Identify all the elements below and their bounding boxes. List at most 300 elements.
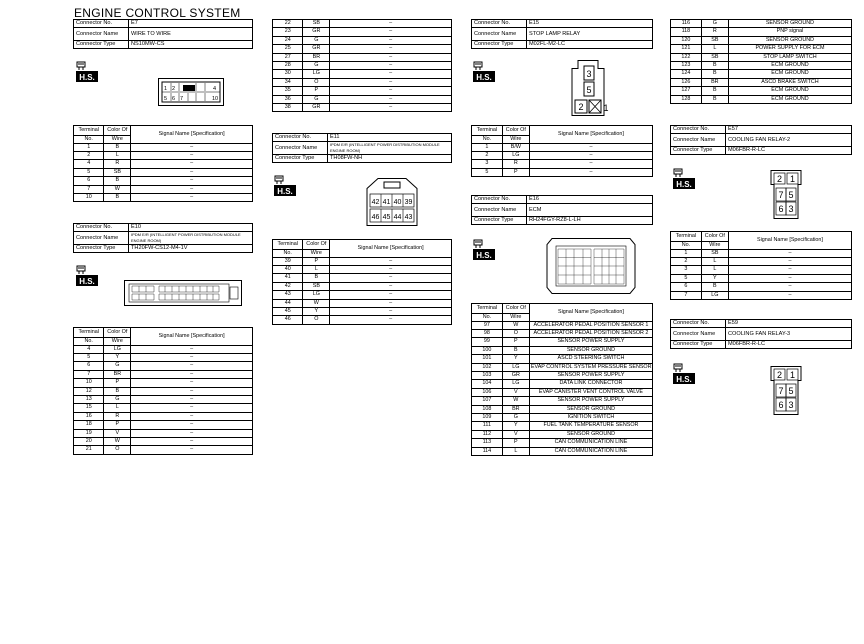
terminal-no: 45 <box>273 307 303 315</box>
wire-color: L <box>104 404 131 412</box>
table-row <box>74 143 253 151</box>
terminal-no: 114 <box>472 447 503 455</box>
terminal-header: Terminal <box>273 240 303 250</box>
terminal-no: 1 <box>74 143 104 151</box>
wire-color: L <box>701 45 728 53</box>
terminal-table-e10-continued <box>272 19 452 112</box>
table-row <box>671 53 852 61</box>
harness-side-icon <box>74 262 100 288</box>
svg-text:1: 1 <box>789 370 796 380</box>
harness-side-icon <box>471 236 497 262</box>
signal-name: – <box>330 282 452 290</box>
table-row <box>74 429 253 437</box>
table-row <box>273 257 452 265</box>
table-row <box>74 412 253 420</box>
signal-name: – <box>728 283 851 291</box>
signal-name: – <box>728 266 851 274</box>
terminal-no: 128 <box>671 95 702 103</box>
wire-color: BR <box>701 78 728 86</box>
wire-color: B <box>701 62 728 70</box>
signal-name: – <box>131 143 253 151</box>
wire-color: O <box>104 446 131 454</box>
terminal-no: 99 <box>472 338 503 346</box>
terminal-no: 116 <box>671 20 702 28</box>
table-row <box>472 329 653 337</box>
table-row <box>472 430 653 438</box>
terminal-no: 118 <box>671 28 702 36</box>
signal-header: Signal Name [Specification] <box>131 126 253 144</box>
wire-color: B <box>303 274 330 282</box>
wire-color: L <box>701 266 728 274</box>
table-row <box>472 143 653 151</box>
signal-name: CAN COMMUNICATION LINE <box>529 447 652 455</box>
signal-name: – <box>529 143 652 151</box>
signal-name: – <box>529 168 652 176</box>
wire-color: P <box>502 439 529 447</box>
table-row <box>74 446 253 454</box>
wire-color: G <box>502 413 529 421</box>
signal-name: EVAP CONTROL SYSTEM PRESSURE SENSOR <box>530 363 652 370</box>
connector-no: E11 <box>328 134 452 142</box>
table-row <box>74 185 253 193</box>
terminal-header: Terminal <box>671 232 702 242</box>
table-row <box>472 380 653 388</box>
signal-name: ECM GROUND <box>728 70 851 78</box>
wire-color: BR <box>502 405 529 413</box>
terminal-table-e10: Terminal Color Of Signal Name [Specification] No. Wire 4 LG – 5 Y – 6 G – 7 BR – 10 P – 12 B – 13 G – 15 L – 16 R – 18 P – 19 V – 20 W – 21 O – <box>73 327 253 455</box>
signal-name: – <box>131 387 253 395</box>
terminal-header: Terminal <box>74 328 104 338</box>
wire-color: B <box>104 193 131 201</box>
connector-type: RH24FGY-RZ8-L-LH <box>527 217 653 225</box>
wire-color: B <box>701 283 728 291</box>
signal-name: – <box>330 274 452 282</box>
signal-name: – <box>131 160 253 168</box>
wire-color: V <box>502 388 529 396</box>
svg-text:3: 3 <box>788 204 794 214</box>
terminal-no: 120 <box>671 36 702 44</box>
wire-color: P <box>502 168 529 176</box>
wire-color: GR <box>303 45 330 53</box>
terminal-no: 25 <box>273 45 303 53</box>
table-row <box>472 405 653 413</box>
terminal-no: 2 <box>472 151 503 159</box>
page-title: ENGINE CONTROL SYSTEM <box>74 6 241 20</box>
terminal-no: 12 <box>74 387 104 395</box>
svg-text:1: 1 <box>164 86 168 92</box>
connector-e7-face <box>158 78 224 106</box>
terminal-no: 20 <box>74 437 104 445</box>
svg-text:5: 5 <box>164 96 168 102</box>
wire-color: O <box>303 316 330 324</box>
wire-color: B <box>104 143 131 151</box>
terminal-no: 107 <box>472 397 503 405</box>
wire-color: B <box>701 95 728 103</box>
svg-text:7: 7 <box>778 386 784 396</box>
svg-text:5: 5 <box>788 386 794 396</box>
terminal-table-e16-continued <box>670 19 852 104</box>
signal-name: SENSOR POWER SUPPLY <box>529 338 652 346</box>
wire-color: B <box>104 387 131 395</box>
terminal-no: 46 <box>273 316 303 324</box>
connector-type: M02FL-M2-LC <box>527 41 653 49</box>
signal-name: – <box>330 316 452 324</box>
terminal-no: 102 <box>472 363 503 371</box>
wire-color: W <box>502 397 529 405</box>
terminal-no: 111 <box>472 422 503 430</box>
terminal-no: 103 <box>472 371 503 379</box>
wire-color: GR <box>303 28 330 36</box>
terminal-table-e16: Terminal Color Of Signal Name [Specification] No. Wire 97 W ACCELERATOR PEDAL POSITION SENSOR 1 98 O ACCELERATOR PEDAL POSITION SENSOR 2 99 P SENSOR POWER SUPPLY 100 B SENSOR GROUND 101 Y ASCD STEERING SWITCH 102 LG EVAP CONTROL SYSTEM PRESSURE SENSOR 103 GR SENSOR POWER SUPPLY 104 LG DATA LINK CONNECTOR 106 V EVAP CANISTER VENT CONTROL VALVE 107 W SENSOR POWER SUPPLY 108 BR SENSOR GROUND 109 G IGNITION SWITCH 111 Y FUEL TANK TEMPERATURE SENSOR 112 V SENSOR GROUND 113 P CAN COMMUNICATION LINE 114 L CAN COMMUNICATION LINE <box>471 303 653 456</box>
terminal-no: 28 <box>273 62 303 70</box>
terminal-no: 127 <box>671 87 702 95</box>
table-row <box>74 177 253 185</box>
wire-color: LG <box>502 151 529 159</box>
terminal-no: 2 <box>74 151 104 159</box>
svg-text:2: 2 <box>172 86 176 92</box>
svg-text:5: 5 <box>586 85 592 95</box>
table-row <box>74 437 253 445</box>
terminal-no: 3 <box>671 266 702 274</box>
connector-e57-face <box>769 170 803 220</box>
table-row <box>74 345 253 353</box>
wire-color: G <box>104 362 131 370</box>
table-row <box>671 28 852 36</box>
connector-name: ECM <box>527 204 653 217</box>
terminal-no: 16 <box>74 412 104 420</box>
signal-header: Signal Name [Specification] <box>330 240 452 258</box>
terminal-no: 30 <box>273 70 303 78</box>
terminal-no: 109 <box>472 413 503 421</box>
connector-name: WIRE TO WIRE <box>129 28 253 41</box>
table-row <box>74 404 253 412</box>
wire-color: LG <box>104 345 131 353</box>
table-row <box>671 70 852 78</box>
signal-name: – <box>330 291 452 299</box>
signal-name: – <box>728 257 851 265</box>
terminal-no: 4 <box>74 345 104 353</box>
terminal-table-e57: Terminal Color Of Signal Name [Specification] No. Wire 1 SB – 2 L – 3 L – 5 Y – 6 B – 7 LG – <box>670 231 852 300</box>
signal-name: IGNITION SWITCH <box>529 413 652 421</box>
table-row <box>671 266 852 274</box>
wire-color: Y <box>303 307 330 315</box>
terminal-no: 97 <box>472 321 503 329</box>
table-row <box>472 447 653 455</box>
connector-no: E57 <box>726 126 852 134</box>
wire-color: G <box>303 62 330 70</box>
signal-name: ECM GROUND <box>728 95 851 103</box>
svg-text:H.S.: H.S. <box>79 73 95 82</box>
signal-name: – <box>330 70 452 78</box>
signal-name: – <box>330 36 452 44</box>
table-row <box>671 291 852 299</box>
signal-name: ECM GROUND <box>728 62 851 70</box>
table-row <box>273 95 452 103</box>
signal-name: – <box>131 437 253 445</box>
terminal-no: 112 <box>472 430 503 438</box>
wire-color: P <box>303 257 330 265</box>
terminal-no: 121 <box>671 45 702 53</box>
wire-color: G <box>701 20 728 28</box>
table-row <box>472 422 653 430</box>
terminal-no: 34 <box>273 78 303 86</box>
svg-text:3: 3 <box>586 69 592 79</box>
color-header: Color Of <box>701 232 728 242</box>
table-row <box>472 168 653 176</box>
table-row <box>671 62 852 70</box>
wire-color: BR <box>104 370 131 378</box>
table-row <box>273 36 452 44</box>
svg-text:H.S.: H.S. <box>676 375 692 384</box>
terminal-no: 98 <box>472 329 503 337</box>
connector-e59-face <box>769 366 803 416</box>
signal-name: – <box>330 104 452 112</box>
signal-name: STOP LAMP SWITCH <box>728 53 851 61</box>
terminal-no: 44 <box>273 299 303 307</box>
harness-side-icon <box>74 58 100 84</box>
signal-name: – <box>728 291 851 299</box>
wire-color: L <box>303 265 330 273</box>
signal-name: – <box>131 362 253 370</box>
color-header: Color Of <box>502 304 529 314</box>
table-row <box>74 395 253 403</box>
terminal-no: 38 <box>273 104 303 112</box>
svg-text:H.S.: H.S. <box>79 277 95 286</box>
connector-type: TH08FW-NH <box>328 155 452 163</box>
table-row <box>273 316 452 324</box>
table-row <box>671 78 852 86</box>
table-row <box>273 104 452 112</box>
connector-info-e7: Connector No. E7 Connector Name WIRE TO WIRE Connector Type NS10MW-CS <box>73 19 253 49</box>
table-row <box>273 87 452 95</box>
signal-header: Signal Name [Specification] <box>131 328 253 346</box>
wire-color: Y <box>502 355 529 363</box>
svg-text:H.S.: H.S. <box>476 73 492 82</box>
terminal-header: Terminal <box>472 126 503 136</box>
terminal-no: 39 <box>273 257 303 265</box>
svg-text:7: 7 <box>180 96 184 102</box>
harness-side-icon <box>671 165 697 191</box>
signal-name: – <box>330 95 452 103</box>
table-row <box>74 421 253 429</box>
terminal-no: 113 <box>472 439 503 447</box>
table-row <box>273 45 452 53</box>
signal-name: – <box>131 185 253 193</box>
svg-text:40: 40 <box>393 199 402 206</box>
table-row <box>472 363 653 371</box>
svg-text:6: 6 <box>778 400 784 410</box>
signal-name: – <box>728 249 851 257</box>
connector-info-e16: Connector No. E16 Connector Name ECM Connector Type RH24FGY-RZ8-L-LH <box>471 195 653 225</box>
signal-name: – <box>529 151 652 159</box>
wire-color: SB <box>701 53 728 61</box>
terminal-no: 123 <box>671 62 702 70</box>
wire-color: O <box>303 78 330 86</box>
connector-no: E16 <box>527 196 653 204</box>
wire-color: O <box>502 329 529 337</box>
wire-color: P <box>104 379 131 387</box>
signal-name: – <box>330 45 452 53</box>
table-row <box>671 87 852 95</box>
wire-color: V <box>104 429 131 437</box>
wire-color: B <box>701 87 728 95</box>
table-row <box>74 353 253 361</box>
signal-header: Signal Name [Specification] <box>529 304 652 322</box>
terminal-no: 124 <box>671 70 702 78</box>
signal-name: – <box>131 379 253 387</box>
connector-name: COOLING FAN RELAY-2 <box>726 134 852 147</box>
table-row <box>273 78 452 86</box>
connector-info-e11: Connector No. E11 Connector Name IPDM E/R (INTELLIGENT POWER DISTRIBUTION MODULE ENGINE ROOM) Connector Type TH08FW-NH <box>272 133 452 163</box>
signal-name: – <box>131 370 253 378</box>
terminal-no: 15 <box>74 404 104 412</box>
table-row <box>472 321 653 329</box>
wire-color: P <box>502 338 529 346</box>
signal-header: Signal Name [Specification] <box>529 126 652 144</box>
table-row <box>273 282 452 290</box>
terminal-no: 19 <box>74 429 104 437</box>
svg-text:1: 1 <box>603 103 609 113</box>
connector-info-e57: Connector No. E57 Connector Name COOLING FAN RELAY-2 Connector Type M06FBR-R-LC <box>670 125 852 155</box>
svg-text:39: 39 <box>404 199 413 206</box>
svg-text:2: 2 <box>578 102 584 112</box>
connector-e16-face <box>546 238 636 294</box>
svg-text:H.S.: H.S. <box>277 187 293 196</box>
table-row <box>472 346 653 354</box>
table-row <box>273 53 452 61</box>
terminal-no: 104 <box>472 380 503 388</box>
wire-color: P <box>104 421 131 429</box>
terminal-no: 35 <box>273 87 303 95</box>
table-row <box>671 249 852 257</box>
wire-color: B <box>701 70 728 78</box>
terminal-no: 101 <box>472 355 503 363</box>
terminal-no: 6 <box>671 283 702 291</box>
svg-text:10: 10 <box>212 96 219 102</box>
table-row <box>671 283 852 291</box>
signal-name: ASCD STEERING SWITCH <box>529 355 652 363</box>
connector-name: COOLING FAN RELAY-3 <box>726 328 852 341</box>
connector-type: M06FBR-R-LC <box>726 147 852 155</box>
svg-text:46: 46 <box>371 214 380 221</box>
svg-text:45: 45 <box>382 214 391 221</box>
svg-text:4: 4 <box>213 86 217 92</box>
terminal-no: 10 <box>74 193 104 201</box>
signal-name: – <box>131 345 253 353</box>
wire-color: W <box>104 185 131 193</box>
terminal-no: 6 <box>74 177 104 185</box>
wire-color: SB <box>701 249 728 257</box>
table-row <box>472 439 653 447</box>
table-row <box>671 36 852 44</box>
signal-name: – <box>330 307 452 315</box>
terminal-no: 122 <box>671 53 702 61</box>
connector-e15-face <box>568 60 608 116</box>
signal-name: – <box>529 160 652 168</box>
terminal-no: 5 <box>671 274 702 282</box>
terminal-no: 106 <box>472 388 503 396</box>
wire-color: W <box>502 321 529 329</box>
table-row <box>671 274 852 282</box>
wire-color: B/W <box>502 143 529 151</box>
table-row <box>74 151 253 159</box>
terminal-no: 7 <box>671 291 702 299</box>
signal-name: – <box>330 299 452 307</box>
wire-color: G <box>303 95 330 103</box>
signal-name: – <box>131 446 253 454</box>
table-row <box>74 379 253 387</box>
signal-name: ACCELERATOR PEDAL POSITION SENSOR 2 <box>529 329 652 337</box>
wire-color: LG <box>502 363 529 371</box>
signal-name: – <box>131 421 253 429</box>
signal-name: – <box>330 87 452 95</box>
terminal-no: 1 <box>671 249 702 257</box>
table-row <box>273 274 452 282</box>
terminal-no: 6 <box>74 362 104 370</box>
signal-name: – <box>131 177 253 185</box>
table-row <box>472 388 653 396</box>
table-row <box>472 151 653 159</box>
terminal-no: 36 <box>273 95 303 103</box>
signal-name: SENSOR POWER SUPPLY <box>529 397 652 405</box>
wire-color: G <box>303 36 330 44</box>
table-row <box>273 70 452 78</box>
color-header: Color Of <box>104 328 131 338</box>
signal-name: SENSOR GROUND <box>529 405 652 413</box>
svg-text:H.S.: H.S. <box>476 251 492 260</box>
table-row <box>273 20 452 28</box>
svg-text:3: 3 <box>788 400 794 410</box>
svg-text:6: 6 <box>172 96 176 102</box>
connector-name: IPDM E/R (INTELLIGENT POWER DISTRIBUTION MODULE ENGINE ROOM) <box>129 232 253 245</box>
connector-name: STOP LAMP RELAY <box>527 28 653 41</box>
signal-name: POWER SUPPLY FOR ECM <box>728 45 851 53</box>
svg-text:43: 43 <box>404 214 413 221</box>
signal-name: PNP signal <box>728 28 851 36</box>
terminal-no: 21 <box>74 446 104 454</box>
connector-type: NS10MW-CS <box>129 41 253 49</box>
wire-color: LG <box>303 70 330 78</box>
signal-name: – <box>131 429 253 437</box>
table-row <box>472 160 653 168</box>
terminal-no: 41 <box>273 274 303 282</box>
terminal-no: 5 <box>74 168 104 176</box>
signal-name: – <box>330 20 452 28</box>
terminal-no: 126 <box>671 78 702 86</box>
wire-color: R <box>701 28 728 36</box>
table-row <box>273 265 452 273</box>
wire-color: L <box>701 257 728 265</box>
wire-color: Y <box>701 274 728 282</box>
terminal-no: 5 <box>74 353 104 361</box>
signal-name: DATA LINK CONNECTOR <box>529 380 652 388</box>
terminal-no: 108 <box>472 405 503 413</box>
svg-text:2: 2 <box>776 174 783 184</box>
signal-name: – <box>131 404 253 412</box>
table-row <box>472 413 653 421</box>
terminal-no: 4 <box>74 160 104 168</box>
wire-color: SB <box>303 282 330 290</box>
wire-color: V <box>502 430 529 438</box>
signal-name: – <box>131 168 253 176</box>
wire-color: W <box>303 299 330 307</box>
wire-color: BR <box>303 53 330 61</box>
wire-color: B <box>104 177 131 185</box>
table-row <box>472 338 653 346</box>
wire-color: W <box>104 437 131 445</box>
terminal-no: 43 <box>273 291 303 299</box>
table-row <box>74 362 253 370</box>
